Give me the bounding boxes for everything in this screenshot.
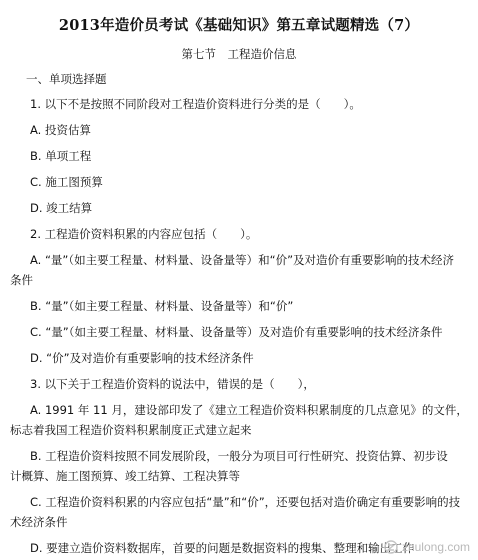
- question-1-option-c: C. 施工图预算: [30, 175, 103, 189]
- question-3-option-a-line-1: A. 1991 年 11 月，建设部印发了《建立工程造价资料积累制度的几点意见》的文件，: [30, 403, 468, 417]
- question-2-option-a-line-2: 条件: [10, 273, 33, 287]
- question-1-option-d: D. 竣工结算: [30, 201, 93, 215]
- question-3-option-a-line-2: 标志着我国工程造价资料积累制度正式建立起来: [10, 423, 252, 437]
- question-2-stem: 2. 工程造价资料积累的内容应包括（ ）。: [30, 227, 258, 241]
- question-2-option-c: C. “量”（如主要工程量、材料量、设备量等）及对造价有重要影响的技术经济条件: [30, 325, 443, 339]
- question-1-option-b: B. 单项工程: [30, 149, 92, 163]
- question-2-option-a-line-1: A. “量”（如主要工程量、材料量、设备量等）和“价”及对造价有重要影响的技术经济: [30, 253, 455, 267]
- zhulong-logo-icon: [384, 540, 398, 554]
- section-heading: 第七节 工程造价信息: [181, 47, 297, 61]
- part-heading: 一、单项选择题: [26, 72, 107, 86]
- question-1-option-a: A. 投资估算: [30, 123, 91, 137]
- question-3-stem: 3. 以下关于工程造价资料的说法中，错误的是（ ），: [30, 377, 315, 391]
- question-3-option-b-line-1: B. 工程造价资料按照不同发展阶段，一般分为项目可行性研究、投资估算、初步设: [30, 449, 448, 463]
- question-3-option-d: D. 要建立造价资料数据库，首要的问题是数据资料的搜集、整理和输出工作: [30, 541, 415, 555]
- question-1-stem: 1. 以下不是按照不同阶段对工程造价资料进行分类的是（ ）。: [30, 97, 361, 111]
- question-3-option-c-line-1: C. 工程造价资料积累的内容应包括“量”和“价”，还要包括对造价确定有重要影响的技: [30, 495, 461, 509]
- question-3-option-b-line-2: 计概算、施工图预算、竣工结算、工程决算等: [10, 469, 240, 483]
- document-title: 2013年造价员考试《基础知识》第五章试题精选（7）: [58, 17, 420, 34]
- question-2-option-b: B. “量”（如主要工程量、材料量、设备量等）和“价”: [30, 299, 294, 313]
- watermark: [384, 540, 470, 554]
- question-3-option-c-line-2: 术经济条件: [10, 515, 68, 529]
- question-2-option-d: D. “价”及对造价有重要影响的技术经济条件: [30, 351, 254, 365]
- watermark-text: zhulong.com: [401, 540, 470, 554]
